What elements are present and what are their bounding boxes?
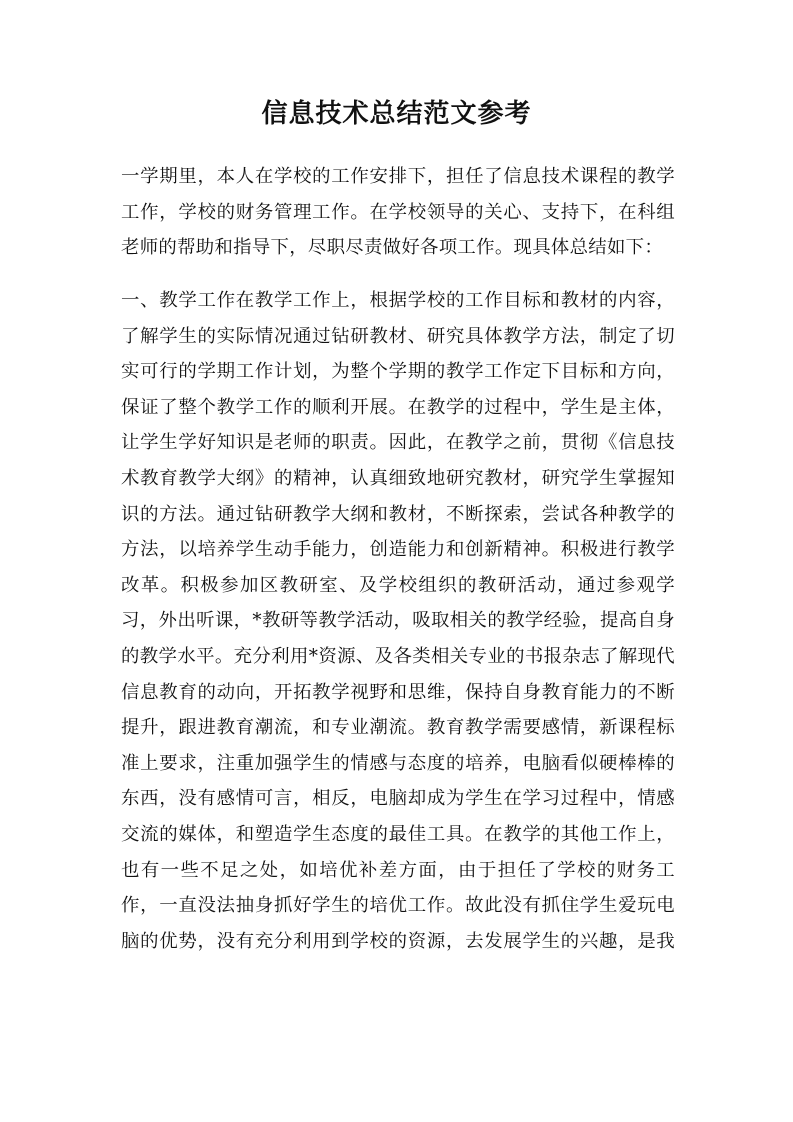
paragraph-intro	[121, 159, 675, 266]
paragraph-line: 保证了整个教学工作的顺利开展。在教学的过程中，学生是主体，	[121, 396, 675, 418]
paragraph-line: 提升，跟进教育潮流，和专业潮流。教育教学需要感情，新课程标	[121, 717, 675, 739]
paragraph-line: 老师的帮助和指导下，尽职尽责做好各项工作。现具体总结如下：	[121, 237, 664, 259]
paragraph-line: 改革。积极参加区教研室、及学校组织的教研活动，通过参观学	[121, 574, 675, 596]
paragraph-line: 也有一些不足之处，如培优补差方面，由于担任了学校的财务工	[121, 859, 675, 881]
paragraph-line: 东西，没有感情可言，相反，电脑却成为学生在学习过程中，情感	[121, 788, 675, 810]
paragraph-line: 了解学生的实际情况通过钻研教材、研究具体教学方法，制定了切	[121, 325, 675, 347]
paragraph-line: 信息教育的动向，开拓教学视野和思维，保持自身教育能力的不断	[121, 681, 675, 703]
paragraph-line: 工作，学校的财务管理工作。在学校领导的关心、支持下，在科组	[121, 201, 675, 223]
paragraph-line: 习，外出听课，*教研等教学活动，吸取相关的教学经验，提高自身	[121, 610, 675, 632]
paragraph-line: 一、教学工作在教学工作上，根据学校的工作目标和教材的内容，	[121, 290, 675, 311]
paragraph-line: 识的方法。通过钻研教学大纲和教材，不断探索，尝试各种教学的	[121, 503, 675, 525]
paragraph-line: 实可行的学期工作计划，为整个学期的教学工作定下目标和方向，	[121, 361, 675, 383]
paragraph-line: 一学期里，本人在学校的工作安排下，担任了信息技术课程的教学	[121, 166, 675, 187]
paragraph-line: 脑的优势，没有充分利用到学校的资源，去发展学生的兴趣，是我	[121, 930, 675, 952]
document-title: 信息技术总结范文参考	[261, 99, 532, 129]
paragraph-line: 作，一直没法抽身抓好学生的培优工作。故此没有抓住学生爱玩电	[121, 895, 675, 917]
paragraph-line: 术教育教学大纲》的精神，认真细致地研究教材，研究学生掌握知	[121, 467, 675, 489]
paragraph-line: 让学生学好知识是老师的职责。因此，在教学之前，贯彻《信息技	[121, 432, 675, 454]
paragraph-line: 的教学水平。充分利用*资源、及各类相关专业的书报杂志了解现代	[121, 645, 675, 667]
paragraph-line: 交流的媒体，和塑造学生态度的最佳工具。在教学的其他工作上，	[121, 823, 675, 845]
paragraph-line: 方法，以培养学生动手能力，创造能力和创新精神。积极进行教学	[121, 539, 675, 561]
paragraph-teaching-work	[121, 283, 675, 959]
paragraph-line: 准上要求，注重加强学生的情感与态度的培养，电脑看似硬棒棒的	[121, 752, 675, 774]
